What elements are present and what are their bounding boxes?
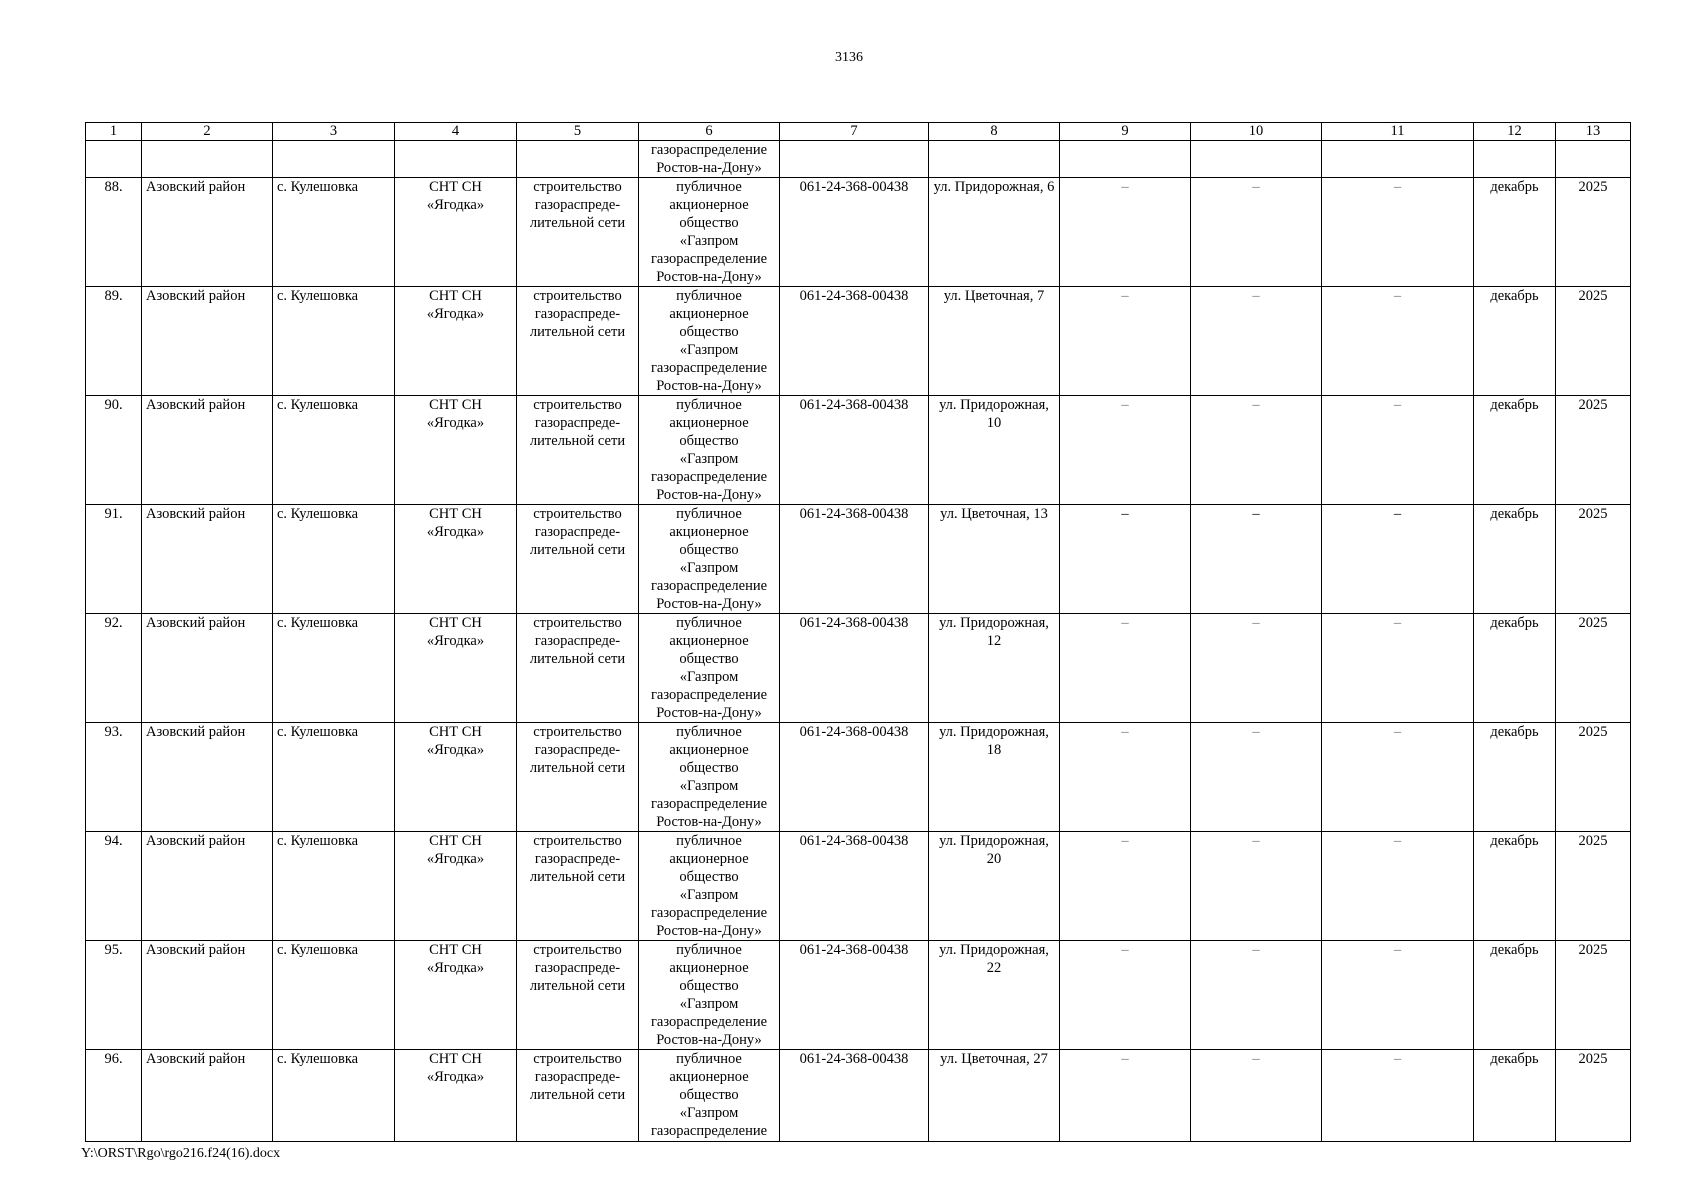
year-cell: 2025 bbox=[1556, 178, 1631, 287]
column-number: 5 bbox=[517, 123, 639, 141]
column-number: 2 bbox=[142, 123, 273, 141]
dash-cell: – bbox=[1322, 832, 1474, 941]
company-cell: публичное акционерное общество «Газпром газораспределение bbox=[639, 1050, 780, 1142]
object-code-cell: 061-24-368-00438 bbox=[780, 1050, 929, 1142]
dash-cell: – bbox=[1322, 723, 1474, 832]
district-cell: Азовский район bbox=[142, 396, 273, 505]
address-cell: ул. Придорожная, 20 bbox=[929, 832, 1060, 941]
column-number: 12 bbox=[1474, 123, 1556, 141]
row-number-cell: 95. bbox=[86, 941, 142, 1050]
dash-cell: – bbox=[1191, 287, 1322, 396]
company-cell: публичное акционерное общество «Газпром газораспределение Ростов-на-Дону» bbox=[639, 832, 780, 941]
object-code-cell: 061-24-368-00438 bbox=[780, 832, 929, 941]
settlement-cell: с. Кулешовка bbox=[273, 287, 395, 396]
dash-cell: – bbox=[1191, 1050, 1322, 1142]
organization-cell: СНТ СН «Ягодка» bbox=[395, 505, 517, 614]
column-number: 3 bbox=[273, 123, 395, 141]
company-cell: публичное акционерное общество «Газпром газораспределение Ростов-на-Дону» bbox=[639, 723, 780, 832]
row-number-cell: 89. bbox=[86, 287, 142, 396]
company-cell: газораспределение Ростов-на-Дону» bbox=[639, 141, 780, 178]
object-code-cell: 061-24-368-00438 bbox=[780, 614, 929, 723]
year-cell: 2025 bbox=[1556, 832, 1631, 941]
column-number: 6 bbox=[639, 123, 780, 141]
month-cell: декабрь bbox=[1474, 614, 1556, 723]
table-row bbox=[86, 178, 1631, 287]
company-cell: публичное акционерное общество «Газпром газораспределение Ростов-на-Дону» bbox=[639, 178, 780, 287]
object-code-cell: 061-24-368-00438 bbox=[780, 178, 929, 287]
table-row bbox=[86, 505, 1631, 614]
column-number: 4 bbox=[395, 123, 517, 141]
month-cell: декабрь bbox=[1474, 287, 1556, 396]
row-number-cell: 88. bbox=[86, 178, 142, 287]
header-row bbox=[86, 123, 1631, 141]
dash-cell: – bbox=[1191, 941, 1322, 1050]
dash-cell: – bbox=[1191, 614, 1322, 723]
district-cell: Азовский район bbox=[142, 832, 273, 941]
row-number-cell: 90. bbox=[86, 396, 142, 505]
company-cell: публичное акционерное общество «Газпром газораспределение Ростов-на-Дону» bbox=[639, 287, 780, 396]
district-cell: Азовский район bbox=[142, 178, 273, 287]
table-row bbox=[86, 614, 1631, 723]
address-cell: ул. Цветочная, 7 bbox=[929, 287, 1060, 396]
dash-cell: – bbox=[1191, 505, 1322, 614]
company-cell: публичное акционерное общество «Газпром газораспределение Ростов-на-Дону» bbox=[639, 505, 780, 614]
organization-cell: СНТ СН «Ягодка» bbox=[395, 832, 517, 941]
register-table bbox=[85, 122, 1631, 1142]
address-cell: ул. Придорожная, 22 bbox=[929, 941, 1060, 1050]
month-cell: декабрь bbox=[1474, 941, 1556, 1050]
company-cell: публичное акционерное общество «Газпром газораспределение Ростов-на-Дону» bbox=[639, 614, 780, 723]
dash-cell: – bbox=[1322, 396, 1474, 505]
settlement-cell: с. Кулешовка bbox=[273, 396, 395, 505]
district-cell: Азовский район bbox=[142, 723, 273, 832]
dash-cell: – bbox=[1060, 832, 1191, 941]
dash-cell: – bbox=[1191, 832, 1322, 941]
row-number-cell: 93. bbox=[86, 723, 142, 832]
dash-cell: – bbox=[1060, 287, 1191, 396]
table-row bbox=[86, 1050, 1631, 1142]
dash-cell: – bbox=[1322, 941, 1474, 1050]
settlement-cell: с. Кулешовка bbox=[273, 505, 395, 614]
settlement-cell: с. Кулешовка bbox=[273, 832, 395, 941]
dash-cell: – bbox=[1322, 287, 1474, 396]
column-number: 10 bbox=[1191, 123, 1322, 141]
dash-cell: – bbox=[1322, 1050, 1474, 1142]
company-cell: публичное акционерное общество «Газпром газораспределение Ростов-на-Дону» bbox=[639, 941, 780, 1050]
district-cell: Азовский район bbox=[142, 287, 273, 396]
settlement-cell: с. Кулешовка bbox=[273, 614, 395, 723]
dash-cell: – bbox=[1060, 178, 1191, 287]
table-row bbox=[86, 287, 1631, 396]
settlement-cell: с. Кулешовка bbox=[273, 723, 395, 832]
dash-cell: – bbox=[1191, 723, 1322, 832]
month-cell: декабрь bbox=[1474, 178, 1556, 287]
year-cell: 2025 bbox=[1556, 396, 1631, 505]
settlement-cell: с. Кулешовка bbox=[273, 941, 395, 1050]
dash-cell: – bbox=[1060, 396, 1191, 505]
column-number: 7 bbox=[780, 123, 929, 141]
dash-cell: – bbox=[1060, 941, 1191, 1050]
object-code-cell: 061-24-368-00438 bbox=[780, 505, 929, 614]
work-type-cell: строительство газораспреде- лительной сети bbox=[517, 723, 639, 832]
company-cell: публичное акционерное общество «Газпром газораспределение Ростов-на-Дону» bbox=[639, 396, 780, 505]
year-cell: 2025 bbox=[1556, 1050, 1631, 1142]
month-cell: декабрь bbox=[1474, 832, 1556, 941]
work-type-cell: строительство газораспреде- лительной сети bbox=[517, 178, 639, 287]
address-cell: ул. Цветочная, 27 bbox=[929, 1050, 1060, 1142]
year-cell: 2025 bbox=[1556, 287, 1631, 396]
address-cell: ул. Придорожная, 18 bbox=[929, 723, 1060, 832]
column-number: 8 bbox=[929, 123, 1060, 141]
district-cell: Азовский район bbox=[142, 1050, 273, 1142]
table-row bbox=[86, 941, 1631, 1050]
work-type-cell: строительство газораспреде- лительной сети bbox=[517, 1050, 639, 1142]
row-number-cell: 92. bbox=[86, 614, 142, 723]
work-type-cell: строительство газораспреде- лительной сети bbox=[517, 396, 639, 505]
table-row bbox=[86, 723, 1631, 832]
object-code-cell: 061-24-368-00438 bbox=[780, 941, 929, 1050]
table-row bbox=[86, 832, 1631, 941]
settlement-cell: с. Кулешовка bbox=[273, 1050, 395, 1142]
work-type-cell: строительство газораспреде- лительной сети bbox=[517, 832, 639, 941]
organization-cell: СНТ СН «Ягодка» bbox=[395, 1050, 517, 1142]
year-cell: 2025 bbox=[1556, 723, 1631, 832]
row-number-cell: 94. bbox=[86, 832, 142, 941]
organization-cell: СНТ СН «Ягодка» bbox=[395, 396, 517, 505]
dash-cell: – bbox=[1060, 614, 1191, 723]
object-code-cell: 061-24-368-00438 bbox=[780, 287, 929, 396]
address-cell: ул. Придорожная, 6 bbox=[929, 178, 1060, 287]
year-cell: 2025 bbox=[1556, 614, 1631, 723]
continuation-row bbox=[86, 141, 1631, 178]
year-cell: 2025 bbox=[1556, 941, 1631, 1050]
month-cell: декабрь bbox=[1474, 1050, 1556, 1142]
district-cell: Азовский район bbox=[142, 941, 273, 1050]
dash-cell: – bbox=[1322, 178, 1474, 287]
dash-cell: – bbox=[1191, 396, 1322, 505]
work-type-cell: строительство газораспреде- лительной сети bbox=[517, 505, 639, 614]
work-type-cell: строительство газораспреде- лительной сети bbox=[517, 614, 639, 723]
dash-cell: – bbox=[1060, 723, 1191, 832]
dash-cell: – bbox=[1322, 614, 1474, 723]
district-cell: Азовский район bbox=[142, 614, 273, 723]
row-number-cell: 96. bbox=[86, 1050, 142, 1142]
month-cell: декабрь bbox=[1474, 505, 1556, 614]
column-number: 11 bbox=[1322, 123, 1474, 141]
table-row bbox=[86, 396, 1631, 505]
work-type-cell: строительство газораспреде- лительной сети bbox=[517, 287, 639, 396]
work-type-cell: строительство газораспреде- лительной сети bbox=[517, 941, 639, 1050]
address-cell: ул. Придорожная, 12 bbox=[929, 614, 1060, 723]
column-number: 9 bbox=[1060, 123, 1191, 141]
organization-cell: СНТ СН «Ягодка» bbox=[395, 723, 517, 832]
month-cell: декабрь bbox=[1474, 396, 1556, 505]
organization-cell: СНТ СН «Ягодка» bbox=[395, 287, 517, 396]
organization-cell: СНТ СН «Ягодка» bbox=[395, 614, 517, 723]
row-number-cell: 91. bbox=[86, 505, 142, 614]
district-cell: Азовский район bbox=[142, 505, 273, 614]
settlement-cell: с. Кулешовка bbox=[273, 178, 395, 287]
dash-cell: – bbox=[1322, 505, 1474, 614]
object-code-cell: 061-24-368-00438 bbox=[780, 723, 929, 832]
dash-cell: – bbox=[1191, 178, 1322, 287]
month-cell: декабрь bbox=[1474, 723, 1556, 832]
address-cell: ул. Цветочная, 13 bbox=[929, 505, 1060, 614]
dash-cell: – bbox=[1060, 505, 1191, 614]
object-code-cell: 061-24-368-00438 bbox=[780, 396, 929, 505]
column-number: 13 bbox=[1556, 123, 1631, 141]
page-number: 3136 bbox=[835, 50, 863, 65]
column-number: 1 bbox=[86, 123, 142, 141]
dash-cell: – bbox=[1060, 1050, 1191, 1142]
address-cell: ул. Придорожная, 10 bbox=[929, 396, 1060, 505]
organization-cell: СНТ СН «Ягодка» bbox=[395, 178, 517, 287]
file-path: Y:\ORST\Rgo\rgo216.f24(16).docx bbox=[81, 1146, 281, 1161]
organization-cell: СНТ СН «Ягодка» bbox=[395, 941, 517, 1050]
year-cell: 2025 bbox=[1556, 505, 1631, 614]
